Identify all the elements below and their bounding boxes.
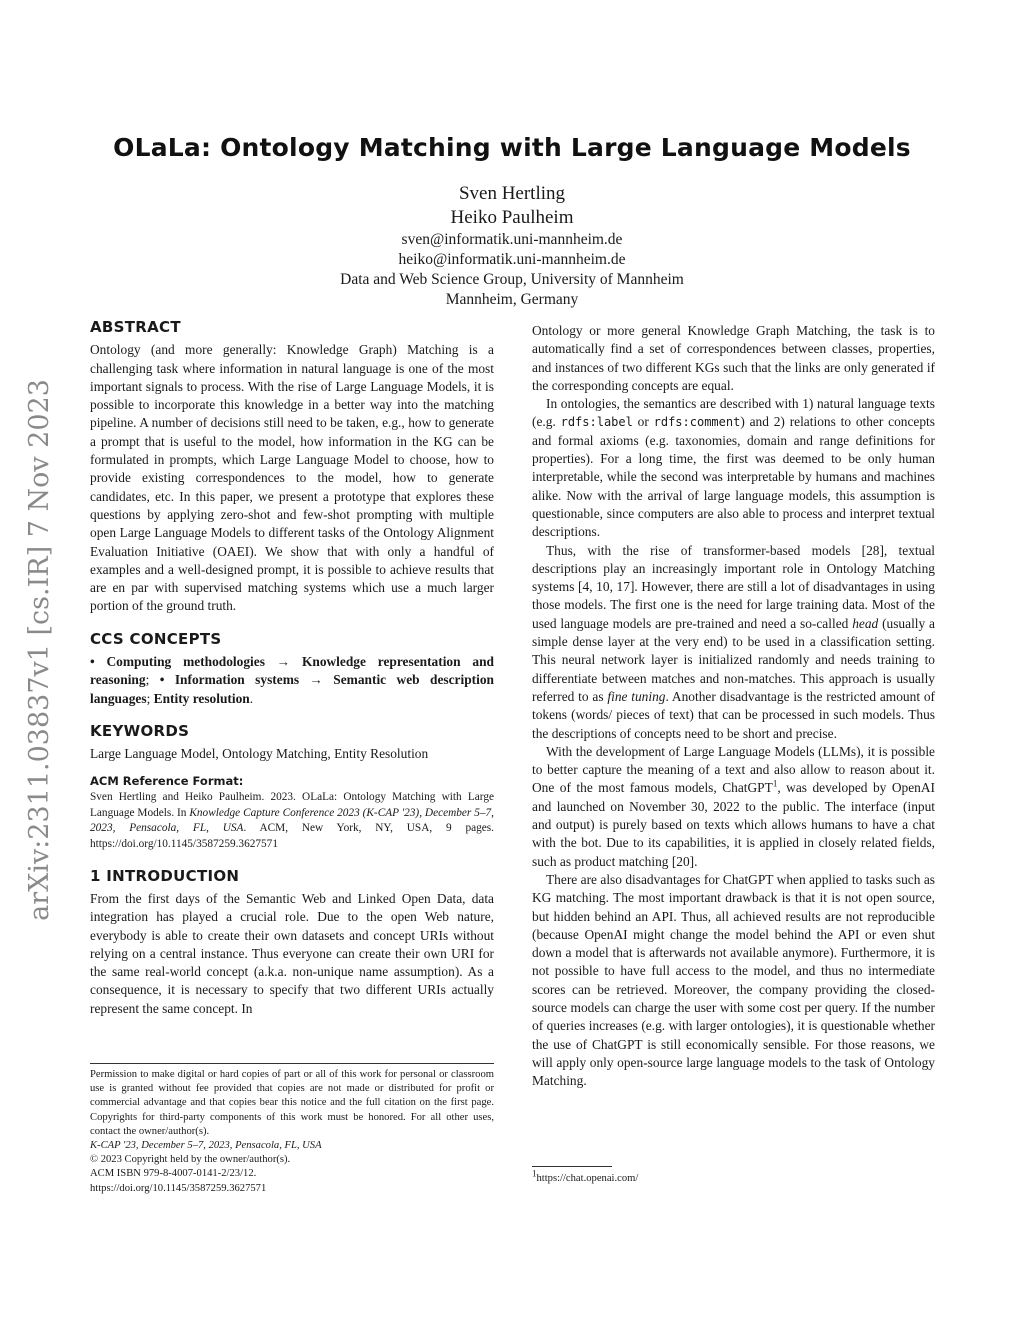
author-block (0, 182, 1024, 310)
body-text: Thus, with the rise of transformer-based models [28], textual descriptions play an increasingly important role in Ontology Matching systems [4, 10, 17]. However, there are still a lot of disadvantages in using those models. The first one is the need for large training data. Most of the used language models are pre-trained and need a so-called (532, 542, 935, 631)
ccs-concept: Entity resolution (153, 690, 250, 706)
body-text: or (632, 414, 654, 430)
body-text: . Another disadvantage is the restricted amount of tokens (words/ pieces of text) that can be processed in such models. Thus the descriptions of concepts need to be short and precise. (532, 688, 936, 741)
permission-footer (90, 1063, 494, 1196)
acm-reference-part: Sven Hertling and Heiko Paulheim. 2023. OLaLa: Ontology Matching with Large Language Models. In (90, 790, 494, 819)
code-rdfs-comment: rdfs:comment (653, 415, 741, 430)
footnote-number: 1 (532, 1168, 537, 1179)
intro-paragraph: From the first days of the Semantic Web and Linked Open Data, data integration has played a crucial role. Due to the open Web nature, everybody is able to create their own datasets and concept URIs without relying on a central instance. Thus everyone can create their own URI for the same real-world concept (a.k.a. non-unique name assumption). As a consequence, it is necessary to specify that two different URIs actually represent the same concept. In (90, 890, 494, 1016)
ccs-heading: CCS CONCEPTS (90, 629, 222, 648)
footer-copyright: © 2023 Copyright held by the owner/author(s). (90, 1154, 291, 1166)
footnote-url[interactable]: https://chat.openai.com/ (536, 1173, 639, 1184)
body-text: In ontologies, the semantics are described with 1) natural language texts (e.g. (532, 396, 935, 430)
ccs-separator: ; (146, 690, 154, 706)
ccs-end: . (249, 690, 254, 706)
body-paragraph: Ontology or more general Knowledge Graph Matching, the task is to automatically find a set of correspondences between classes, properties, and instances of two different KGs such that the links are only generated if the corresponding concepts are equal. (532, 323, 935, 393)
ccs-separator: ; (145, 672, 160, 688)
emphasis-head: head (852, 615, 879, 631)
right-column (532, 322, 935, 1090)
section-heading-introduction: 1 INTRODUCTION (90, 866, 240, 885)
left-column (90, 318, 494, 1018)
keywords-text: Large Language Model, Ontology Matching, Entity Resolution (90, 746, 429, 762)
keywords-heading: KEYWORDS (90, 721, 190, 740)
author-name: Sven Hertling (458, 183, 566, 204)
author-email: heiko@informatik.uni-mannheim.de (398, 251, 626, 268)
footnote (532, 1166, 935, 1186)
acm-reference-venue: Knowledge Capture Conference 2023 (K-CAP '23), December 5–7, 2023, Pensacola, FL, USA (90, 806, 494, 835)
paper-title: OLaLa: Ontology Matching with Large Language Models (113, 133, 911, 162)
abstract-text: Ontology (and more generally: Knowledge Graph) Matching is a challenging task where information in natural language is one of the most important signals to process. With the rise of Large Language Models, it is possible to incorporate this knowledge in a better way into the matching pipeline. A number of decisions still need to be taken, e.g., how to generate a prompt that is useful to the model, how information in the KG can be formulated in prompts, which Large Language Model to choose, how to provide existing correspondences to the model, how to generate candidates, etc. In this paper, we present a prototype that explores these questions by applying zero-shot and few-shot prompting with multiple open Large Language Models to different tasks of the Ontology Alignment Evaluation Initiative (OAEI). We show that with only a handful of examples and a well-designed prompt, it is possible to achieve results that are en par with supervised matching systems which use a much larger portion of the ground truth. (90, 342, 494, 614)
arxiv-sidebar (10, 360, 70, 940)
footer-doi: https://doi.org/10.1145/3587259.3627571 (90, 1182, 267, 1194)
footer-isbn: ACM ISBN 979-8-4007-0141-2/23/12. (90, 1168, 257, 1180)
author-email: sven@informatik.uni-mannheim.de (401, 231, 623, 248)
ccs-concept: • Information systems → Semantic web description languages (90, 672, 494, 706)
body-text: ) and 2) relations to other concepts and formal axioms (e.g. taxonomies, domain and range definitions for properties). For a long time, the first was deemed to be only human interpretable, while the second was interpretable by humans and machines alike. Now with the arrival of large language models, this assumption is questionable, since computers are also able to process and interpret textual descriptions. (532, 414, 935, 540)
body-paragraph (532, 743, 935, 871)
acm-reference-heading: ACM Reference Format: (90, 773, 244, 788)
author-name: Heiko Paulheim (450, 207, 574, 228)
footer-venue: K-CAP '23, December 5–7, 2023, Pensacola, FL, USA (90, 1140, 322, 1152)
footer-rule (90, 1063, 494, 1064)
abstract-heading: ABSTRACT (90, 318, 181, 336)
affiliation: Data and Web Science Group, University of Mannheim (340, 271, 684, 288)
ccs-concepts (90, 653, 494, 708)
emphasis-fine-tuning: fine tuning (607, 688, 666, 704)
body-text: , was developed by OpenAI and launched on November 30, 2022 to the public. The interface (input and output) is purely based on texts which allows humans to have a chat with the bot. Due to its capabilities, it is applied in closely related fields, such as product matching [20]. (532, 780, 935, 869)
body-paragraph: There are also disadvantages for ChatGPT when applied to tasks such as KG matching. The most important drawback is that it is not open source, but hidden behind an API. Thus, all achieved results are not reproducible (because OpenAI might change the model behind the API or even shut down a model that is afterwards not available anymore). Furthermore, it is not possible to have full access to the model, and thus no intermediate scores can be retrieved. Moreover, the company providing the closed-source models can charge the user with some cost per query. If the number of queries increases (e.g. with larger ontologies), it is questionable whether the use of ChatGPT is still economically sensible. For those reasons, we will apply only open-source large language models to the task of Ontology Matching. (532, 871, 935, 1089)
body-paragraph (532, 395, 935, 541)
acm-reference-text (90, 790, 494, 853)
location: Mannheim, Germany (445, 291, 579, 308)
footnote-rule (532, 1166, 612, 1167)
body-paragraph (532, 542, 935, 743)
body-text: With the development of Large Language Models (LLMs), it is possible to better capture the meaning of a text and also allow to reason about it. One of the most famous models, ChatGPT (532, 743, 935, 796)
permission-text: Permission to make digital or hard copies of part or all of this work for personal or classroom use is granted without fee provided that copies are not made or distributed for profit or commercial advantage and that copies bear this notice and the full citation on the first page. Copyrights for third-party components of this work must be honored. For all other uses, contact the owner/author(s). (90, 1069, 494, 1137)
acm-reference-part: . ACM, New York, NY, USA, 9 pages. https://doi.org/10.1145/3587259.3627571 (90, 822, 494, 850)
body-text: (usually a simple dense layer at the very end) to be used in a classification setting. This neural network layer is initialized randomly and needs training to differentiate between matches and non-matches. This approach is usually referred to as (532, 615, 936, 704)
ccs-concept: • Computing methodologies → Knowledge representation and reasoning (90, 654, 494, 688)
arxiv-identifier: arXiv:2311.03837v1 [cs.IR] 7 Nov 2023 (24, 379, 55, 921)
code-rdfs-label: rdfs:label (560, 415, 633, 430)
footnote-marker: 1 (772, 778, 778, 789)
